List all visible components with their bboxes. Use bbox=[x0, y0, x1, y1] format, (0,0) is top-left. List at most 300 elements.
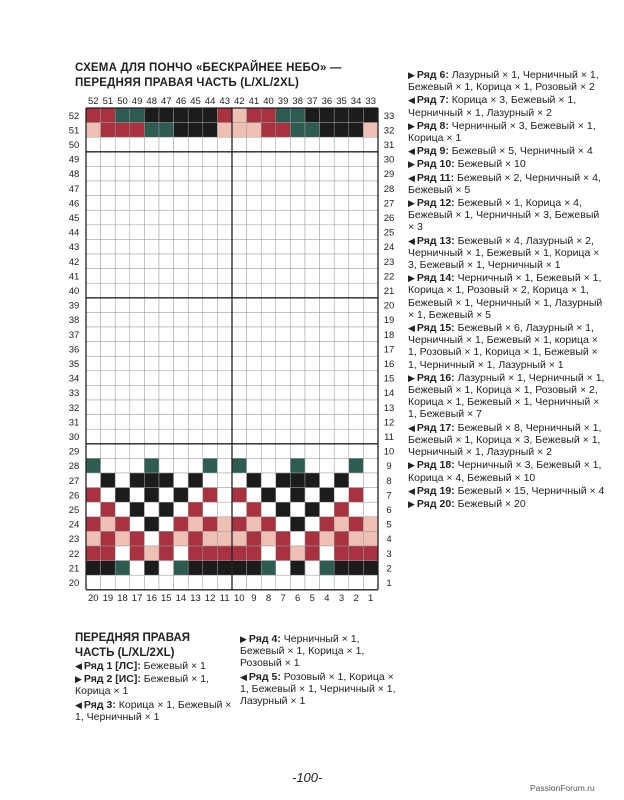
stitch-beige-cell bbox=[101, 269, 116, 284]
stitch-beige-cell bbox=[159, 254, 174, 269]
stitch-beige-cell bbox=[334, 575, 349, 590]
stitch-beige-cell bbox=[130, 298, 145, 313]
stitch-beige-cell bbox=[188, 225, 203, 240]
stitch-beige-cell bbox=[188, 269, 203, 284]
stitch-beige-cell bbox=[276, 298, 291, 313]
stitch-beige-cell bbox=[217, 298, 232, 313]
column-number-bottom: 16 bbox=[146, 592, 157, 604]
stitch-red-cell bbox=[86, 517, 101, 532]
stitch-red-cell bbox=[334, 546, 349, 561]
stitch-beige-cell bbox=[334, 298, 349, 313]
row-instruction bbox=[408, 422, 608, 459]
stitch-teal-cell bbox=[232, 458, 247, 473]
stitch-beige-cell bbox=[101, 298, 116, 313]
stitch-beige-cell bbox=[305, 342, 320, 357]
stitch-beige-cell bbox=[203, 502, 218, 517]
row-label: Ряд 2 [ИС]: bbox=[83, 673, 141, 686]
stitch-beige-cell bbox=[159, 444, 174, 459]
row-text: Бежевый × 20 bbox=[454, 497, 526, 510]
stitch-beige-cell bbox=[349, 283, 364, 298]
stitch-beige-cell bbox=[203, 254, 218, 269]
stitch-beige-cell bbox=[232, 400, 247, 415]
stitch-beige-cell bbox=[363, 458, 378, 473]
stitch-beige-cell bbox=[115, 269, 130, 284]
stitch-beige-cell bbox=[247, 342, 262, 357]
stitch-beige-cell bbox=[159, 342, 174, 357]
stitch-beige-cell bbox=[130, 225, 145, 240]
row-number-left: 42 bbox=[68, 256, 80, 268]
row-instruction bbox=[240, 671, 400, 708]
row-number-right: 32 bbox=[383, 125, 395, 137]
stitch-beige-cell bbox=[115, 385, 130, 400]
stitch-beige-cell bbox=[290, 356, 305, 371]
stitch-teal-cell bbox=[115, 108, 130, 123]
stitch-beige-cell bbox=[188, 371, 203, 386]
stitch-beige-cell bbox=[349, 429, 364, 444]
stitch-beige-cell bbox=[305, 312, 320, 327]
stitch-beige-cell bbox=[174, 312, 189, 327]
stitch-beige-cell bbox=[174, 356, 189, 371]
row-label: Ряд 3: bbox=[83, 698, 116, 711]
stitch-beige-cell bbox=[159, 137, 174, 152]
arrow-right-icon: ▶ bbox=[408, 372, 415, 383]
stitch-pink-cell bbox=[334, 517, 349, 532]
stitch-beige-cell bbox=[101, 181, 116, 196]
stitch-beige-cell bbox=[188, 458, 203, 473]
stitch-beige-cell bbox=[261, 298, 276, 313]
row-label: Ряд 7: bbox=[416, 94, 449, 107]
column-number-top: 47 bbox=[161, 96, 172, 107]
stitch-dark-cell bbox=[174, 108, 189, 123]
row-number-left: 24 bbox=[68, 519, 80, 531]
stitch-beige-cell bbox=[290, 385, 305, 400]
stitch-beige-cell bbox=[115, 429, 130, 444]
stitch-beige-cell bbox=[203, 371, 218, 386]
stitch-beige-cell bbox=[290, 181, 305, 196]
arrow-right-icon: ▶ bbox=[408, 498, 415, 509]
row-number-right: 28 bbox=[383, 183, 395, 195]
stitch-pink-cell bbox=[217, 123, 232, 138]
stitch-beige-cell bbox=[261, 356, 276, 371]
stitch-beige-cell bbox=[320, 283, 335, 298]
row-number-right: 23 bbox=[383, 256, 395, 268]
stitch-beige-cell bbox=[86, 137, 101, 152]
row-number-right: 21 bbox=[383, 286, 395, 297]
stitch-beige-cell bbox=[232, 283, 247, 298]
stitch-pink-cell bbox=[217, 531, 232, 546]
column-number-bottom: 20 bbox=[88, 592, 99, 604]
stitch-beige-cell bbox=[349, 385, 364, 400]
stitch-beige-cell bbox=[86, 502, 101, 517]
stitch-beige-cell bbox=[101, 239, 116, 254]
stitch-beige-cell bbox=[334, 429, 349, 444]
column-number-top: 35 bbox=[336, 96, 347, 107]
row-text: Бежевый × 1, Корица × 4, Бежевый × 1, Черничный × 3, Бежевый × 3 bbox=[408, 197, 600, 234]
stitch-beige-cell bbox=[334, 283, 349, 298]
stitch-pink-cell bbox=[363, 517, 378, 532]
stitch-beige-cell bbox=[349, 210, 364, 225]
stitch-beige-cell bbox=[290, 254, 305, 269]
stitch-beige-cell bbox=[305, 166, 320, 181]
stitch-beige-cell bbox=[305, 429, 320, 444]
stitch-beige-cell bbox=[320, 385, 335, 400]
column-number-bottom: 9 bbox=[251, 592, 257, 604]
row-number-right: 4 bbox=[386, 534, 392, 546]
column-number-top: 51 bbox=[102, 96, 114, 107]
row-number-left: 43 bbox=[68, 242, 80, 254]
stitch-beige-cell bbox=[349, 400, 364, 415]
row-number-left: 46 bbox=[68, 198, 80, 210]
stitch-beige-cell bbox=[363, 283, 378, 298]
stitch-beige-cell bbox=[276, 269, 291, 284]
row-text: Бежевый × 2, Черничный × 4, Бежевый × 5 bbox=[408, 171, 601, 196]
row-number-right: 8 bbox=[386, 475, 392, 487]
stitch-beige-cell bbox=[86, 196, 101, 211]
stitch-red-cell bbox=[130, 531, 145, 546]
stitch-beige-cell bbox=[305, 444, 320, 459]
column-number-top: 46 bbox=[175, 96, 187, 107]
column-number-bottom: 13 bbox=[190, 592, 201, 604]
row-instruction bbox=[408, 69, 608, 93]
stitch-beige-cell bbox=[276, 371, 291, 386]
stitch-beige-cell bbox=[159, 210, 174, 225]
stitch-beige-cell bbox=[159, 415, 174, 430]
stitch-beige-cell bbox=[86, 327, 101, 342]
stitch-beige-cell bbox=[174, 137, 189, 152]
stitch-beige-cell bbox=[232, 356, 247, 371]
stitch-beige-cell bbox=[174, 254, 189, 269]
stitch-beige-cell bbox=[261, 342, 276, 357]
stitch-beige-cell bbox=[305, 371, 320, 386]
stitch-beige-cell bbox=[188, 415, 203, 430]
stitch-beige-cell bbox=[217, 400, 232, 415]
stitch-beige-cell bbox=[276, 254, 291, 269]
stitch-beige-cell bbox=[174, 225, 189, 240]
stitch-beige-cell bbox=[188, 356, 203, 371]
stitch-beige-cell bbox=[290, 342, 305, 357]
stitch-beige-cell bbox=[261, 546, 276, 561]
stitch-beige-cell bbox=[115, 575, 130, 590]
stitch-pink-cell bbox=[349, 531, 364, 546]
stitch-beige-cell bbox=[276, 458, 291, 473]
stitch-red-cell bbox=[232, 517, 247, 532]
stitch-beige-cell bbox=[115, 458, 130, 473]
column-number-top: 48 bbox=[146, 96, 157, 107]
row-number-right: 17 bbox=[383, 344, 395, 356]
stitch-teal-cell bbox=[144, 123, 159, 138]
stitch-beige-cell bbox=[363, 152, 378, 167]
row-instruction bbox=[408, 272, 608, 321]
stitch-beige-cell bbox=[305, 356, 320, 371]
stitch-beige-cell bbox=[115, 298, 130, 313]
stitch-beige-cell bbox=[217, 166, 232, 181]
stitch-beige-cell bbox=[232, 298, 247, 313]
stitch-beige-cell bbox=[101, 312, 116, 327]
stitch-beige-cell bbox=[261, 225, 276, 240]
stitch-pink-cell bbox=[217, 517, 232, 532]
row-text: Бежевый × 1 bbox=[140, 660, 206, 672]
stitch-beige-cell bbox=[130, 400, 145, 415]
stitch-beige-cell bbox=[276, 488, 291, 503]
column-number-bottom: 17 bbox=[131, 592, 143, 604]
stitch-beige-cell bbox=[334, 152, 349, 167]
column-number-bottom: 1 bbox=[368, 592, 374, 604]
column-number-top: 41 bbox=[248, 96, 260, 107]
stitch-beige-cell bbox=[144, 254, 159, 269]
row-instruction bbox=[75, 699, 235, 723]
stitch-beige-cell bbox=[232, 327, 247, 342]
stitch-beige-cell bbox=[101, 415, 116, 430]
arrow-left-icon: ◀ bbox=[408, 422, 415, 433]
stitch-beige-cell bbox=[261, 254, 276, 269]
stitch-beige-cell bbox=[320, 502, 335, 517]
stitch-beige-cell bbox=[115, 225, 130, 240]
stitch-beige-cell bbox=[247, 166, 262, 181]
row-text: Бежевый × 15, Черничный × 4 bbox=[454, 484, 605, 497]
stitch-beige-cell bbox=[305, 210, 320, 225]
instructions-right-column bbox=[408, 69, 608, 511]
stitch-beige-cell bbox=[217, 342, 232, 357]
stitch-beige-cell bbox=[320, 546, 335, 561]
stitch-beige-cell bbox=[188, 385, 203, 400]
row-label: Ряд 5: bbox=[248, 670, 281, 683]
stitch-beige-cell bbox=[334, 269, 349, 284]
stitch-beige-cell bbox=[86, 298, 101, 313]
stitch-beige-cell bbox=[217, 210, 232, 225]
row-text: Бежевый × 5, Черничный × 4 bbox=[448, 145, 593, 158]
stitch-beige-cell bbox=[188, 488, 203, 503]
row-number-right: 24 bbox=[383, 242, 395, 254]
stitch-beige-cell bbox=[174, 269, 189, 284]
stitch-beige-cell bbox=[115, 342, 130, 357]
stitch-beige-cell bbox=[363, 502, 378, 517]
stitch-beige-cell bbox=[349, 166, 364, 181]
stitch-beige-cell bbox=[203, 196, 218, 211]
stitch-red-cell bbox=[363, 546, 378, 561]
stitch-beige-cell bbox=[363, 254, 378, 269]
stitch-pink-cell bbox=[101, 517, 116, 532]
column-number-top: 37 bbox=[307, 96, 318, 107]
stitch-beige-cell bbox=[261, 400, 276, 415]
stitch-beige-cell bbox=[261, 473, 276, 488]
stitch-beige-cell bbox=[247, 225, 262, 240]
stitch-beige-cell bbox=[320, 400, 335, 415]
stitch-beige-cell bbox=[101, 166, 116, 181]
stitch-red-cell bbox=[334, 502, 349, 517]
stitch-beige-cell bbox=[217, 283, 232, 298]
stitch-dark-cell bbox=[86, 561, 101, 576]
stitch-beige-cell bbox=[276, 196, 291, 211]
stitch-beige-cell bbox=[217, 239, 232, 254]
stitch-beige-cell bbox=[334, 385, 349, 400]
stitch-beige-cell bbox=[261, 575, 276, 590]
row-number-left: 41 bbox=[68, 271, 80, 283]
stitch-beige-cell bbox=[305, 137, 320, 152]
stitch-beige-cell bbox=[305, 415, 320, 430]
stitch-dark-cell bbox=[334, 473, 349, 488]
stitch-beige-cell bbox=[115, 371, 130, 386]
stitch-beige-cell bbox=[349, 575, 364, 590]
row-instruction bbox=[408, 94, 608, 118]
stitch-beige-cell bbox=[174, 385, 189, 400]
stitch-beige-cell bbox=[115, 356, 130, 371]
stitch-beige-cell bbox=[349, 356, 364, 371]
row-instruction bbox=[408, 485, 608, 497]
stitch-dark-cell bbox=[174, 488, 189, 503]
stitch-beige-cell bbox=[188, 444, 203, 459]
stitch-beige-cell bbox=[349, 225, 364, 240]
stitch-beige-cell bbox=[203, 312, 218, 327]
stitch-beige-cell bbox=[305, 181, 320, 196]
stitch-beige-cell bbox=[334, 415, 349, 430]
stitch-beige-cell bbox=[349, 473, 364, 488]
stitch-beige-cell bbox=[363, 371, 378, 386]
row-label: Ряд 12: bbox=[416, 197, 455, 210]
row-number-left: 45 bbox=[68, 213, 80, 224]
stitch-red-cell bbox=[232, 546, 247, 561]
stitch-beige-cell bbox=[305, 283, 320, 298]
stitch-beige-cell bbox=[144, 400, 159, 415]
row-label: Ряд 1 [ЛС]: bbox=[83, 660, 141, 672]
row-label: Ряд 20: bbox=[416, 497, 455, 510]
row-number-left: 20 bbox=[68, 578, 80, 589]
stitch-beige-cell bbox=[363, 225, 378, 240]
stitch-beige-cell bbox=[261, 502, 276, 517]
row-number-left: 36 bbox=[68, 344, 80, 356]
stitch-dark-cell bbox=[320, 108, 335, 123]
stitch-beige-cell bbox=[203, 181, 218, 196]
stitch-beige-cell bbox=[334, 312, 349, 327]
stitch-beige-cell bbox=[290, 502, 305, 517]
stitch-beige-cell bbox=[276, 166, 291, 181]
stitch-beige-cell bbox=[101, 371, 116, 386]
stitch-teal-cell bbox=[130, 108, 145, 123]
stitch-beige-cell bbox=[261, 196, 276, 211]
stitch-beige-cell bbox=[247, 254, 262, 269]
stitch-pink-cell bbox=[115, 531, 130, 546]
stitch-beige-cell bbox=[86, 473, 101, 488]
stitch-beige-cell bbox=[334, 342, 349, 357]
column-number-top: 39 bbox=[277, 96, 289, 107]
row-text: Бежевый × 4, Лазурный × 2, Черничный × 1, Бежевый × 1, Корица × 3, Бежевый × 1, Черничный × 1 bbox=[408, 234, 600, 272]
row-instruction bbox=[75, 673, 235, 697]
stitch-beige-cell bbox=[363, 429, 378, 444]
row-instruction bbox=[240, 633, 400, 670]
stitch-beige-cell bbox=[130, 254, 145, 269]
row-number-left: 49 bbox=[68, 154, 80, 166]
stitch-beige-cell bbox=[247, 371, 262, 386]
stitch-beige-cell bbox=[334, 181, 349, 196]
stitch-red-cell bbox=[86, 546, 101, 561]
stitch-beige-cell bbox=[320, 342, 335, 357]
stitch-red-cell bbox=[349, 488, 364, 503]
stitch-beige-cell bbox=[174, 166, 189, 181]
stitch-beige-cell bbox=[363, 137, 378, 152]
row-number-right: 15 bbox=[383, 373, 395, 385]
stitch-beige-cell bbox=[86, 181, 101, 196]
stitch-beige-cell bbox=[320, 137, 335, 152]
stitch-beige-cell bbox=[86, 429, 101, 444]
stitch-beige-cell bbox=[130, 444, 145, 459]
stitch-beige-cell bbox=[232, 444, 247, 459]
row-number-left: 25 bbox=[68, 505, 80, 516]
row-instruction bbox=[408, 197, 608, 234]
stitch-beige-cell bbox=[247, 444, 262, 459]
stitch-beige-cell bbox=[334, 458, 349, 473]
stitch-red-cell bbox=[115, 123, 130, 138]
stitch-pink-cell bbox=[247, 517, 262, 532]
stitch-beige-cell bbox=[159, 196, 174, 211]
stitch-beige-cell bbox=[159, 152, 174, 167]
stitch-beige-cell bbox=[86, 312, 101, 327]
stitch-red-cell bbox=[159, 531, 174, 546]
stitch-dark-cell bbox=[276, 473, 291, 488]
stitch-beige-cell bbox=[159, 458, 174, 473]
row-number-left: 47 bbox=[68, 183, 80, 195]
stitch-beige-cell bbox=[217, 312, 232, 327]
stitch-red-cell bbox=[276, 123, 291, 138]
stitch-beige-cell bbox=[144, 181, 159, 196]
stitch-beige-cell bbox=[232, 269, 247, 284]
stitch-dark-cell bbox=[349, 108, 364, 123]
row-instruction bbox=[408, 372, 608, 421]
column-number-bottom: 18 bbox=[117, 592, 128, 604]
stitch-teal-cell bbox=[349, 458, 364, 473]
stitch-beige-cell bbox=[188, 298, 203, 313]
row-label: Ряд 13: bbox=[416, 234, 455, 247]
stitch-beige-cell bbox=[320, 473, 335, 488]
stitch-dark-cell bbox=[144, 488, 159, 503]
arrow-left-icon: ◀ bbox=[408, 485, 415, 496]
column-number-bottom: 6 bbox=[295, 592, 301, 604]
stitch-beige-cell bbox=[144, 385, 159, 400]
row-label: Ряд 14: bbox=[416, 272, 455, 285]
stitch-beige-cell bbox=[188, 254, 203, 269]
arrow-left-icon: ◀ bbox=[75, 699, 82, 710]
stitch-beige-cell bbox=[159, 312, 174, 327]
stitch-beige-cell bbox=[203, 283, 218, 298]
stitch-beige-cell bbox=[276, 137, 291, 152]
stitch-beige-cell bbox=[101, 488, 116, 503]
row-number-left: 50 bbox=[68, 140, 80, 151]
stitch-dark-cell bbox=[188, 108, 203, 123]
stitch-beige-cell bbox=[305, 400, 320, 415]
stitch-beige-cell bbox=[130, 371, 145, 386]
row-label: Ряд 11: bbox=[416, 171, 455, 184]
stitch-red-cell bbox=[203, 517, 218, 532]
stitch-beige-cell bbox=[349, 444, 364, 459]
watermark: PassionForum.ru bbox=[530, 783, 595, 793]
stitch-beige-cell bbox=[217, 415, 232, 430]
stitch-beige-cell bbox=[320, 152, 335, 167]
stitch-beige-cell bbox=[217, 488, 232, 503]
stitch-dark-cell bbox=[203, 123, 218, 138]
stitch-beige-cell bbox=[159, 517, 174, 532]
stitch-beige-cell bbox=[247, 283, 262, 298]
stitch-beige-cell bbox=[349, 415, 364, 430]
stitch-beige-cell bbox=[203, 444, 218, 459]
arrow-right-icon: ▶ bbox=[408, 198, 415, 209]
stitch-beige-cell bbox=[363, 488, 378, 503]
stitch-beige-cell bbox=[130, 385, 145, 400]
stitch-beige-cell bbox=[363, 415, 378, 430]
section-heading-line1: ПЕРЕДНЯЯ ПРАВАЯ bbox=[75, 632, 191, 644]
stitch-beige-cell bbox=[320, 196, 335, 211]
stitch-beige-cell bbox=[232, 152, 247, 167]
stitch-beige-cell bbox=[363, 444, 378, 459]
column-number-bottom: 10 bbox=[234, 592, 245, 604]
row-text: Бежевый × 8, Черничный × 1, Бежевый × 1, Корица × 3, Бежевый × 1, Черничный × 1, Лазурный × 2 bbox=[408, 421, 602, 459]
